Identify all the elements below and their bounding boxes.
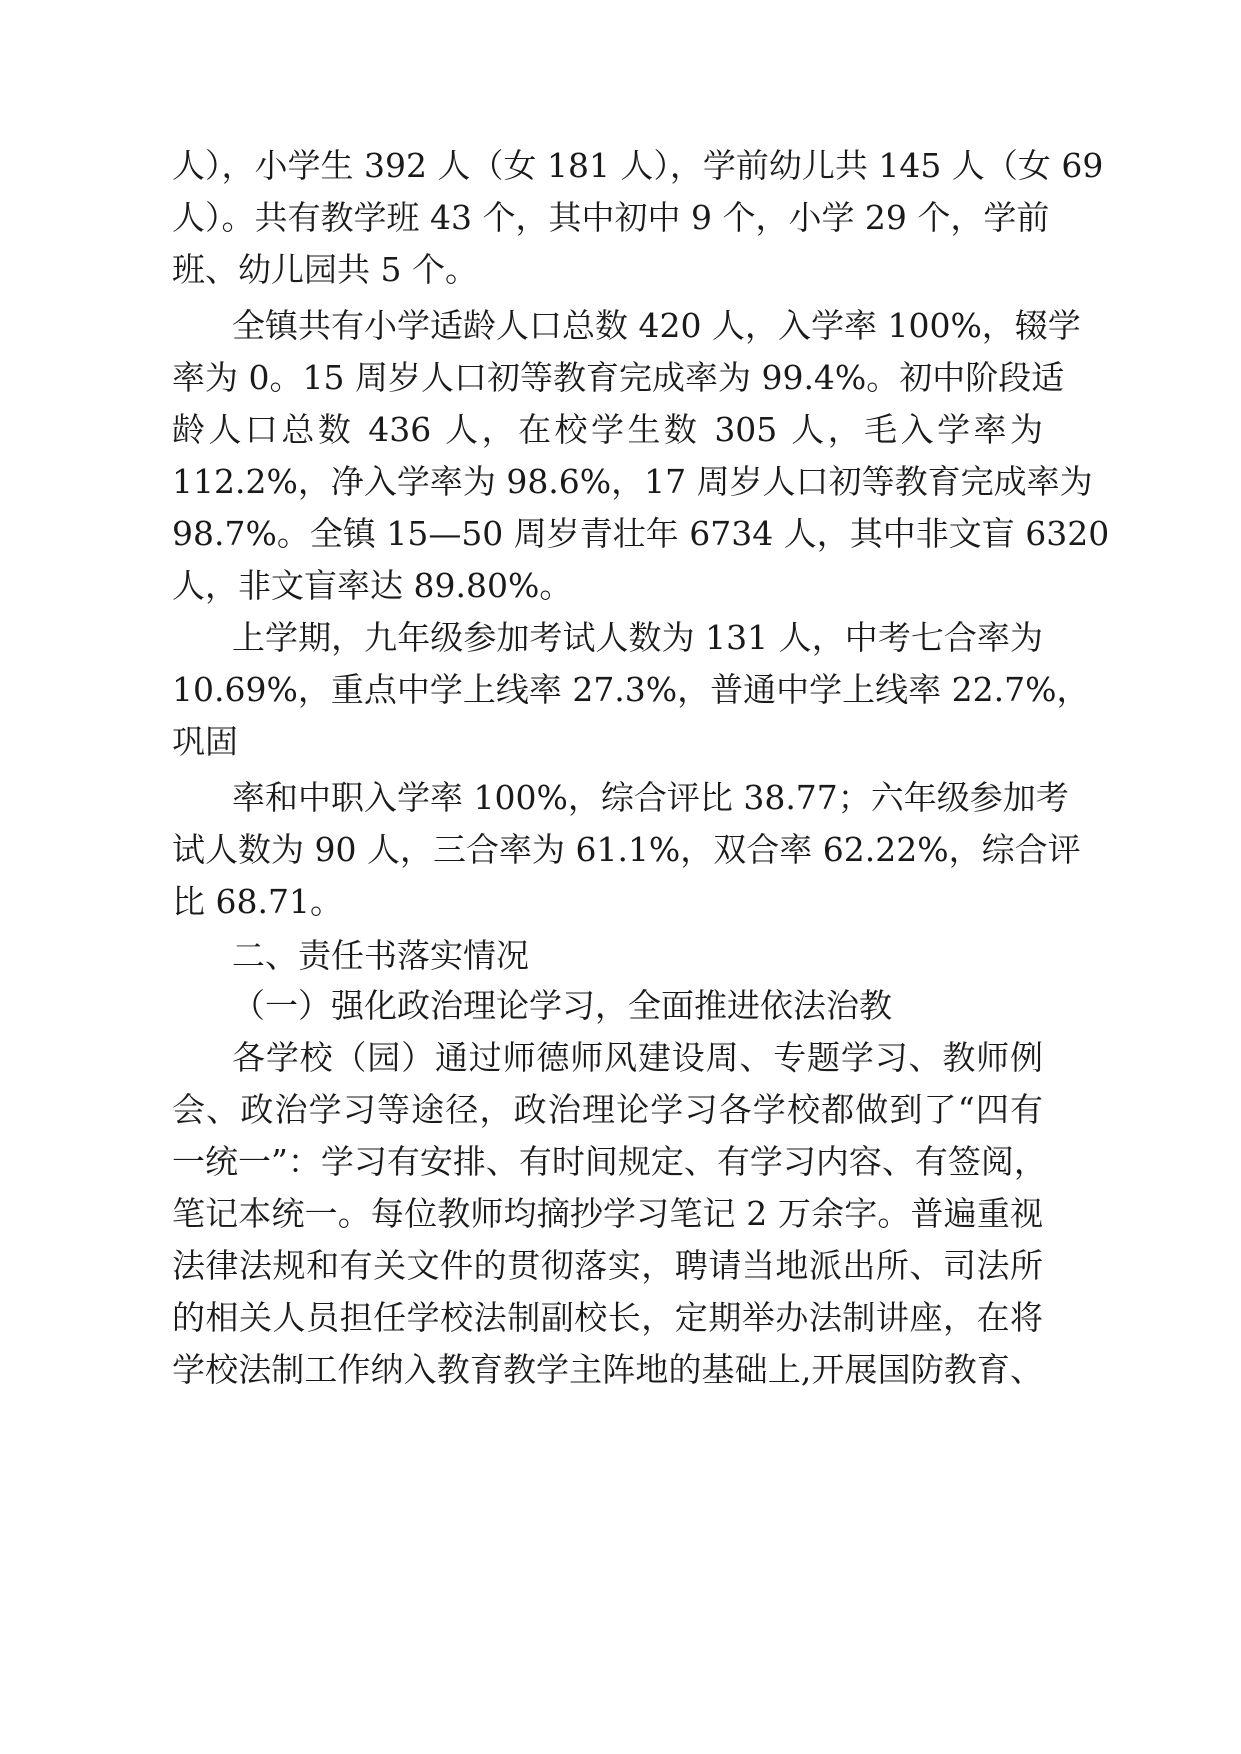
text-line: 率和中职入学率 100%，综合评比 38.77；六年级参加考 [232, 778, 1069, 817]
text-line: 112.2%，净入学率为 98.6%，17 周岁人口初等教育完成率为 [172, 462, 1093, 501]
text-line: 率为 0。15 周岁人口初等教育完成率为 99.4%。初中阶段适 [172, 358, 1065, 397]
text-line: 上学期，九年级参加考试人数为 131 人，中考七合率为 [232, 618, 1043, 657]
text-line: 的相关人员担任学校法制副校长，定期举办法制讲座，在将 [172, 1298, 1043, 1337]
text-line: 全镇共有小学适龄人口总数 420 人，入学率 100%，辍学 [232, 306, 1081, 345]
text-line: 法律法规和有关文件的贯彻落实，聘请当地派出所、司法所 [172, 1246, 1043, 1285]
text-line: 比 68.71。 [172, 882, 343, 921]
text-line: 各学校（园）通过师德师风建设周、专题学习、教师例 [232, 1038, 1043, 1077]
text-line: 会、政治学习等途径，政治理论学习各学校都做到了“四有 [172, 1090, 1043, 1129]
section-heading: 二、责任书落实情况 [232, 936, 529, 975]
text-line: 人）。共有教学班 43 个，其中初中 9 个，小学 29 个，学前 [172, 198, 1050, 237]
text-line: 巩固 [172, 722, 238, 761]
text-line: 98.7%。全镇 15—50 周岁青壮年 6734 人，其中非文盲 6320 [172, 514, 1110, 553]
text-line: 笔记本统一。每位教师均摘抄学习笔记 2 万余字。普遍重视 [172, 1194, 1043, 1233]
text-line: 人），小学生 392 人（女 181 人），学前幼儿共 145 人（女 69 [172, 146, 1104, 185]
text-line: 班、幼儿园共 5 个。 [172, 250, 478, 289]
text-line: 一统一”：学习有安排、有时间规定、有学习内容、有签阅， [172, 1142, 1047, 1181]
text-line: 龄人口总数 436 人，在校学生数 305 人，毛入学率为 [172, 410, 1043, 449]
text-line: 10.69%，重点中学上线率 27.3%，普通中学上线率 22.7%， [172, 670, 1090, 709]
text-line: 人，非文盲率达 89.80%。 [172, 566, 573, 605]
text-line: 学校法制工作纳入教育教学主阵地的基础上,开展国防教育、 [172, 1350, 1043, 1389]
text-line: 试人数为 90 人，三合率为 61.1%，双合率 62.22%，综合评 [172, 830, 1081, 869]
subsection-heading: （一）强化政治理论学习，全面推进依法治教 [232, 986, 892, 1025]
